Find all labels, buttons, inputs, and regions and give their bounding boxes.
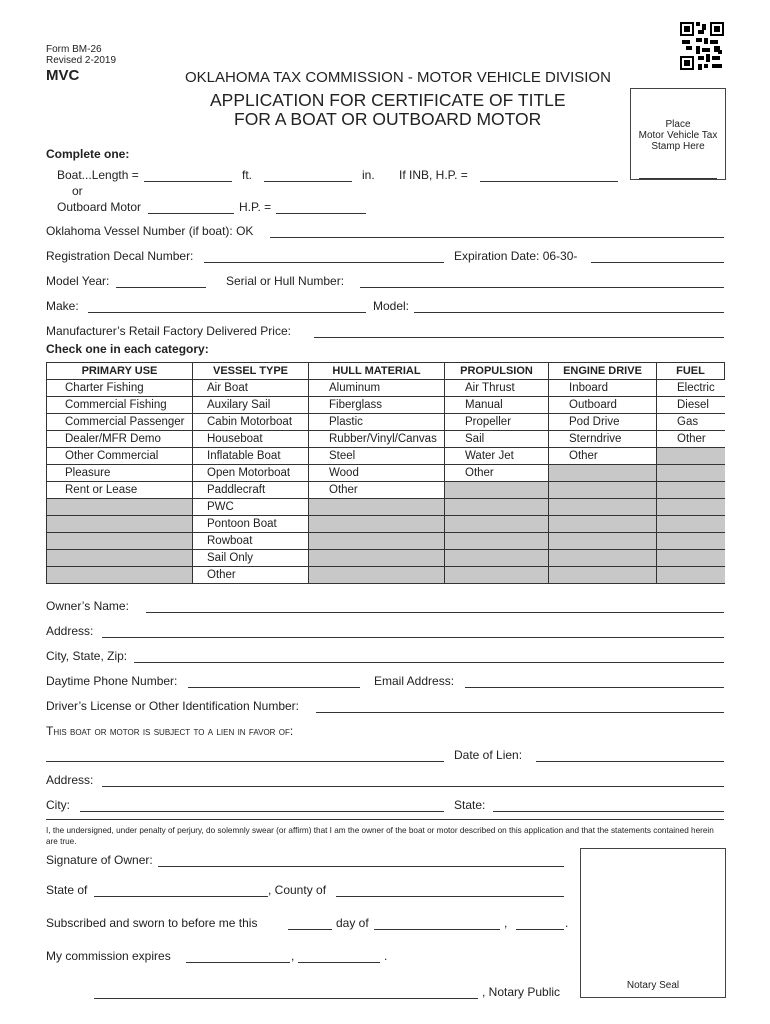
stamp-line3: Stamp Here xyxy=(651,141,705,152)
commission-label: My commission expires xyxy=(46,949,171,963)
outboard-hp-field[interactable] xyxy=(276,213,366,214)
signature-label: Signature of Owner: xyxy=(46,853,153,867)
form-title-line1: APPLICATION FOR CERTIFICATE OF TITLE xyxy=(210,90,566,110)
table-row xyxy=(47,397,725,414)
day-of-label: day of xyxy=(336,916,369,930)
option-label: Pleasure xyxy=(65,467,111,479)
option-label: Rowboat xyxy=(207,535,253,547)
notary-public-label: , Notary Public xyxy=(482,985,561,999)
table-row xyxy=(47,448,725,465)
option-label: Other xyxy=(329,484,358,496)
decal-number-field[interactable] xyxy=(204,262,444,263)
in-label: in. xyxy=(362,168,375,182)
lien-state-label: State: xyxy=(454,798,486,812)
option-primary-use[interactable] xyxy=(47,397,193,414)
option-label: Other xyxy=(465,467,494,479)
outboard-motor-label: Outboard Motor xyxy=(57,200,142,214)
retail-price-label: Manufacturer’s Retail Factory Delivered Price: xyxy=(46,324,291,338)
option-vessel-type[interactable] xyxy=(193,380,309,397)
option-label: Pontoon Boat xyxy=(207,518,277,530)
option-label: Outboard xyxy=(569,399,617,411)
empty-cell xyxy=(445,567,549,584)
option-engine-drive[interactable] xyxy=(549,448,657,465)
option-label: Air Thrust xyxy=(465,382,515,394)
empty-cell xyxy=(445,516,549,533)
option-label: Paddlecraft xyxy=(207,484,266,496)
empty-cell xyxy=(47,516,193,533)
option-label: Houseboat xyxy=(207,433,263,445)
model-label: Model: xyxy=(373,299,410,313)
option-label: Wood xyxy=(329,467,359,479)
outboard-motor-field[interactable] xyxy=(148,213,234,214)
phone-field[interactable] xyxy=(188,687,360,688)
complete-one-label: Complete one: xyxy=(46,147,130,161)
option-label: Cabin Motorboat xyxy=(207,416,293,428)
inb-hp-label: If INB, H.P. = xyxy=(399,168,468,182)
option-vessel-type[interactable] xyxy=(193,465,309,482)
option-label: Manual xyxy=(465,399,503,411)
stamp-line1: Place xyxy=(665,119,691,130)
revised-date: Revised 2-2019 xyxy=(46,55,117,66)
table-header: PRIMARY USE xyxy=(47,363,193,380)
empty-cell xyxy=(445,550,549,567)
option-label: Open Motorboat xyxy=(207,467,291,479)
lien-state-field[interactable] xyxy=(493,811,724,812)
option-vessel-type[interactable] xyxy=(193,516,309,533)
option-label: Other Commercial xyxy=(65,450,159,462)
form-number: Form BM-26 xyxy=(46,44,102,55)
lienholder-field[interactable] xyxy=(46,761,444,762)
state-of-label: State of xyxy=(46,883,88,897)
license-field[interactable] xyxy=(316,712,724,713)
owner-city-field[interactable] xyxy=(134,662,724,663)
boat-length-label: Boat...Length = xyxy=(57,168,139,182)
ft-label: ft. xyxy=(242,168,253,182)
option-primary-use[interactable] xyxy=(47,465,193,482)
option-primary-use[interactable] xyxy=(47,414,193,431)
option-label: Other xyxy=(207,569,236,581)
option-propulsion[interactable] xyxy=(445,397,549,414)
check-one-label: Check one in each category: xyxy=(46,342,209,356)
table-header: HULL MATERIAL xyxy=(309,363,445,380)
empty-cell xyxy=(549,550,657,567)
option-vessel-type[interactable] xyxy=(193,431,309,448)
option-label: Rent or Lease xyxy=(65,484,138,496)
table-header: ENGINE DRIVE xyxy=(549,363,657,380)
option-engine-drive[interactable] xyxy=(549,397,657,414)
option-label: Diesel xyxy=(677,399,709,411)
empty-cell xyxy=(657,448,725,465)
outboard-hp-label: H.P. = xyxy=(239,200,272,214)
make-field[interactable] xyxy=(88,312,366,313)
option-hull-material[interactable] xyxy=(309,482,445,499)
option-vessel-type[interactable] xyxy=(193,533,309,550)
option-label: Plastic xyxy=(329,416,363,428)
section-divider xyxy=(46,819,724,820)
option-label: Other xyxy=(677,433,706,445)
empty-cell xyxy=(657,516,725,533)
owner-address-field[interactable] xyxy=(102,637,724,638)
option-label: Dealer/MFR Demo xyxy=(65,433,161,445)
model-field[interactable] xyxy=(414,312,724,313)
empty-cell xyxy=(549,482,657,499)
serial-label: Serial or Hull Number: xyxy=(226,274,345,288)
option-propulsion[interactable] xyxy=(445,465,549,482)
table-row xyxy=(47,482,725,499)
option-primary-use[interactable] xyxy=(47,448,193,465)
sworn-day-field[interactable] xyxy=(288,929,332,930)
commission-comma: , xyxy=(291,949,295,963)
empty-cell xyxy=(657,465,725,482)
empty-cell xyxy=(445,482,549,499)
table-row xyxy=(47,550,725,567)
option-vessel-type[interactable] xyxy=(193,567,309,584)
option-fuel[interactable] xyxy=(657,380,725,397)
license-label: Driver’s License or Other Identification Number: xyxy=(46,699,299,713)
state-of-field[interactable] xyxy=(94,896,268,897)
option-label: Electric xyxy=(677,382,715,394)
vessel-number-field[interactable] xyxy=(270,237,724,238)
boat-length-ft-field[interactable] xyxy=(144,181,232,182)
empty-cell xyxy=(309,550,445,567)
owner-city-label: City, State, Zip: xyxy=(46,649,128,663)
affidavit-statement: I, the undersigned, under penalty of perjury, do solemnly swear (or affirm) that I am the owner of the boat or motor described on this application and that the statements contained herein are true. xyxy=(46,826,714,846)
boat-length-in-field[interactable] xyxy=(264,181,352,182)
vessel-number-label: Oklahoma Vessel Number (if boat): OK xyxy=(46,224,254,238)
option-label: Steel xyxy=(329,450,356,462)
sworn-year-field[interactable] xyxy=(516,929,564,930)
option-fuel[interactable] xyxy=(657,397,725,414)
empty-cell xyxy=(549,516,657,533)
notary-seal-box xyxy=(580,848,726,998)
option-label: Water Jet xyxy=(465,450,514,462)
tax-stamp-box xyxy=(630,88,726,180)
sworn-comma: , xyxy=(504,916,508,930)
option-label: Fiberglass xyxy=(329,399,383,411)
empty-cell xyxy=(309,516,445,533)
inb-hp-field[interactable] xyxy=(480,181,618,182)
option-engine-drive[interactable] xyxy=(549,431,657,448)
owner-address-label: Address: xyxy=(46,624,94,638)
owner-name-field[interactable] xyxy=(146,612,724,613)
table-row xyxy=(47,567,725,584)
empty-cell xyxy=(309,567,445,584)
option-label: Sail xyxy=(465,433,485,445)
option-primary-use[interactable] xyxy=(47,482,193,499)
sworn-period: . xyxy=(565,916,569,930)
option-label: Inboard xyxy=(569,382,609,394)
empty-cell xyxy=(549,533,657,550)
table-header: VESSEL TYPE xyxy=(193,363,309,380)
table-header: PROPULSION xyxy=(445,363,549,380)
option-vessel-type[interactable] xyxy=(193,448,309,465)
option-propulsion[interactable] xyxy=(445,431,549,448)
option-label: Gas xyxy=(677,416,699,428)
empty-cell xyxy=(657,550,725,567)
commission-year-field[interactable] xyxy=(298,962,380,963)
qr-code-icon xyxy=(680,22,724,70)
lien-city-label: City: xyxy=(46,798,70,812)
table-row xyxy=(47,465,725,482)
owner-name-label: Owner’s Name: xyxy=(46,599,129,613)
category-table xyxy=(46,362,725,584)
option-vessel-type[interactable] xyxy=(193,414,309,431)
option-vessel-type[interactable] xyxy=(193,499,309,516)
option-engine-drive[interactable] xyxy=(549,414,657,431)
option-label: Auxilary Sail xyxy=(207,399,271,411)
option-label: Sterndrive xyxy=(569,433,622,445)
option-label: Aluminum xyxy=(329,382,381,394)
option-vessel-type[interactable] xyxy=(193,482,309,499)
option-propulsion[interactable] xyxy=(445,448,549,465)
serial-field[interactable] xyxy=(360,287,724,288)
option-label: Air Boat xyxy=(207,382,248,394)
table-row xyxy=(47,533,725,550)
option-label: PWC xyxy=(207,501,234,513)
table-header: FUEL xyxy=(657,363,725,380)
retail-price-field[interactable] xyxy=(314,337,724,338)
table-row xyxy=(47,516,725,533)
commission-date-field[interactable] xyxy=(186,962,290,963)
option-label: Commercial Fishing xyxy=(65,399,167,411)
stamp-line2: Motor Vehicle Tax xyxy=(638,130,718,141)
option-hull-material[interactable] xyxy=(309,397,445,414)
notary-seal-label: Notary Seal xyxy=(626,980,680,991)
phone-label: Daytime Phone Number: xyxy=(46,674,178,688)
empty-cell xyxy=(309,499,445,516)
option-label: Charter Fishing xyxy=(65,382,144,394)
option-label: Rubber/Vinyl/Canvas xyxy=(329,433,437,445)
option-label: Inflatable Boat xyxy=(207,450,281,462)
email-label: Email Address: xyxy=(374,674,455,688)
empty-cell xyxy=(657,499,725,516)
option-fuel[interactable] xyxy=(657,414,725,431)
empty-cell xyxy=(549,499,657,516)
option-label: Sail Only xyxy=(207,552,254,564)
empty-cell xyxy=(309,533,445,550)
empty-cell xyxy=(47,567,193,584)
empty-cell xyxy=(657,482,725,499)
lien-date-field[interactable] xyxy=(536,761,724,762)
email-field[interactable] xyxy=(465,687,724,688)
table-row xyxy=(47,499,725,516)
empty-cell xyxy=(445,499,549,516)
expiration-label: Expiration Date: 06-30- xyxy=(454,249,578,263)
option-hull-material[interactable] xyxy=(309,448,445,465)
lien-heading: This boat or motor is subject to a lien in favor of: xyxy=(46,724,294,738)
option-hull-material[interactable] xyxy=(309,414,445,431)
model-year-field[interactable] xyxy=(116,287,206,288)
model-year-label: Model Year: xyxy=(46,274,110,288)
or-label: or xyxy=(72,184,83,198)
option-label: Propeller xyxy=(465,416,512,428)
option-fuel[interactable] xyxy=(657,431,725,448)
option-engine-drive[interactable] xyxy=(549,380,657,397)
option-hull-material[interactable] xyxy=(309,465,445,482)
expiration-field[interactable] xyxy=(591,262,724,263)
option-hull-material[interactable] xyxy=(309,431,445,448)
option-propulsion[interactable] xyxy=(445,414,549,431)
form-title-line2: FOR A BOAT OR OUTBOARD MOTOR xyxy=(234,109,542,129)
county-of-label: , County of xyxy=(268,883,327,897)
empty-cell xyxy=(47,550,193,567)
option-label: Pod Drive xyxy=(569,416,620,428)
mvc-label: MVC xyxy=(46,67,80,84)
empty-cell xyxy=(657,567,725,584)
signature-field[interactable] xyxy=(158,866,564,867)
empty-cell xyxy=(657,533,725,550)
empty-cell xyxy=(445,533,549,550)
empty-cell xyxy=(549,567,657,584)
option-vessel-type[interactable] xyxy=(193,550,309,567)
option-label: Commercial Passenger xyxy=(65,416,185,428)
option-primary-use[interactable] xyxy=(47,431,193,448)
county-of-field[interactable] xyxy=(336,896,564,897)
option-primary-use[interactable] xyxy=(47,380,193,397)
table-row xyxy=(47,431,725,448)
option-label: Other xyxy=(569,450,598,462)
lien-date-label: Date of Lien: xyxy=(454,748,523,762)
option-propulsion[interactable] xyxy=(445,380,549,397)
make-label: Make: xyxy=(46,299,79,313)
lien-address-label: Address: xyxy=(46,773,94,787)
option-hull-material[interactable] xyxy=(309,380,445,397)
option-vessel-type[interactable] xyxy=(193,397,309,414)
empty-cell xyxy=(47,499,193,516)
decal-number-label: Registration Decal Number: xyxy=(46,249,194,263)
sworn-month-field[interactable] xyxy=(374,929,500,930)
notary-signature-field[interactable] xyxy=(94,998,478,999)
empty-cell xyxy=(549,465,657,482)
sworn-label: Subscribed and sworn to before me this xyxy=(46,916,258,930)
agency-title: OKLAHOMA TAX COMMISSION - MOTOR VEHICLE DIVISION xyxy=(185,69,611,86)
table-row xyxy=(47,380,725,397)
table-row xyxy=(47,414,725,431)
lien-address-field[interactable] xyxy=(102,786,724,787)
empty-cell xyxy=(47,533,193,550)
commission-period: . xyxy=(384,949,388,963)
lien-city-field[interactable] xyxy=(80,811,444,812)
